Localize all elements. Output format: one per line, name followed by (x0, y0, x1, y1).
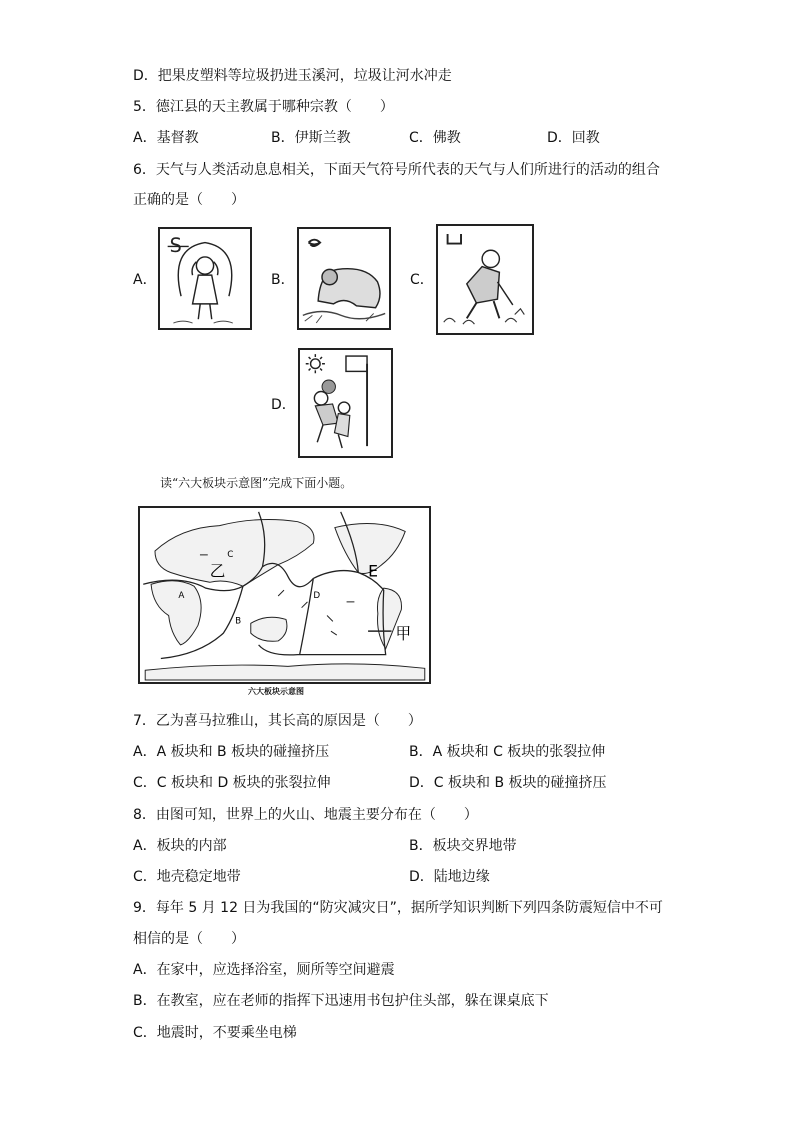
q7-option-c: C．C 板块和 D 板块的张裂拉伸 (133, 775, 331, 791)
typhoon-wind-illustration (299, 229, 389, 328)
map-intro: 读“六大板块示意图”完成下面小题。 (160, 476, 353, 490)
q6-letter-b: B． (271, 272, 295, 288)
map-label-jia: 甲 (395, 623, 412, 643)
map-label-b: B (235, 616, 242, 627)
world-plates-svg (140, 508, 429, 682)
q5-option-a: A．基督教 (133, 130, 199, 146)
q7-stem: 7．乙为喜马拉雅山，其长高的原因是（ ） (133, 713, 422, 729)
q7-option-b: B．A 板块和 C 板块的张裂拉伸 (409, 744, 606, 760)
q6-letter-a: A． (133, 272, 157, 288)
q6-picture-c (436, 224, 534, 335)
q8-option-d: D．陆地边缘 (409, 869, 490, 885)
map-label-e: E (368, 561, 378, 581)
q6-letter-c: C． (410, 272, 434, 288)
q6-letter-d: D． (271, 397, 296, 413)
svg-text:S: S (169, 234, 182, 258)
q6-picture-b (297, 227, 391, 330)
q6-picture-a (158, 227, 252, 330)
q9-stem-line2: 相信的是（ ） (133, 931, 245, 947)
q5-option-c: C．佛教 (409, 130, 461, 146)
map-label-a: A (178, 590, 185, 601)
q9-option-a: A．在家中，应选择浴室，厕所等空间避震 (133, 962, 395, 978)
map-caption: 六大板块示意图 (248, 687, 304, 696)
six-plates-map (138, 506, 431, 684)
q7-option-d: D．C 板块和 B 板块的碰撞挤压 (409, 775, 607, 791)
map-label-c: C (227, 549, 234, 560)
q8-option-a: A．板块的内部 (133, 838, 227, 854)
q5-option-d: D．回教 (547, 130, 600, 146)
q8-option-b: B．板块交界地带 (409, 838, 517, 854)
q9-option-b: B．在教室，应在老师的指挥下迅速用书包护住头部，躲在课桌底下 (133, 993, 549, 1009)
q8-stem: 8．由图可知，世界上的火山、地震主要分布在（ ） (133, 807, 478, 823)
q9-option-c: C．地震时，不要乘坐电梯 (133, 1025, 297, 1041)
q5-option-b: B．伊斯兰教 (271, 130, 351, 146)
map-label-yi: 乙 (209, 561, 226, 581)
girl-jump-rope-illustration (160, 229, 250, 328)
q4-option-d: D．把果皮塑料等垃圾扔进玉溪河，垃圾让河水冲走 (133, 68, 452, 84)
farmer-planting-illustration (438, 226, 532, 333)
q6-picture-d (298, 348, 393, 458)
basketball-sunny-illustration (300, 350, 391, 456)
map-label-d: D (313, 590, 321, 601)
q9-stem-line1: 9．每年 5 月 12 日为我国的“防灾减灾日”，据所学知识判断下列四条防震短信中不可 (133, 900, 663, 916)
q8-option-c: C．地壳稳定地带 (133, 869, 241, 885)
q5-stem: 5．德江县的天主教属于哪种宗教（ ） (133, 99, 394, 115)
q6-stem-line1: 6．天气与人类活动息息相关，下面天气符号所代表的天气与人们所进行的活动的组合 (133, 162, 660, 178)
q6-stem-line2: 正确的是（ ） (133, 192, 245, 208)
q7-option-a: A．A 板块和 B 板块的碰撞挤压 (133, 744, 330, 760)
